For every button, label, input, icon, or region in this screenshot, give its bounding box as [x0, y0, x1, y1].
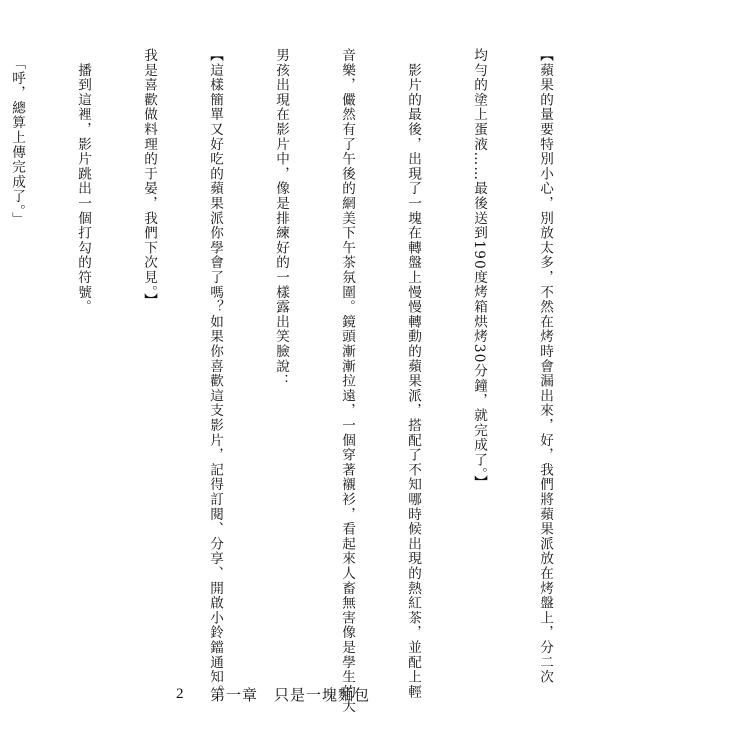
text-column: 播到這裡，影片跳出一個打勾的符號。 — [75, 48, 91, 315]
text-column: 音樂，儼然有了午後的網美下午茶氛圍。鏡頭漸漸拉遠，一個穿著襯衫，看起來人畜無害像是學生的大 — [339, 48, 355, 714]
text-column: 「呼，總算上傳完成了。」 — [9, 48, 25, 227]
text-column: 我是喜歡做料理的于晏，我們下次見。】 — [141, 48, 157, 308]
text-column: 【蘋果的量要特別小心，別放太多，不然在烤時會漏出來，好，我們將蘋果派放在烤盤上，分二次 — [537, 48, 553, 685]
text-column: 影片的最後，出現了一塊在轉盤上慢慢轉動的蘋果派，搭配了不知哪時候出現的熱紅茶，並配上輕 — [405, 48, 421, 700]
text-column: 【這樣簡單又好吃的蘋果派你學會了嗎？如果你喜歡這支影片，記得訂閱、分享、開啟小鈴鐺通知。 — [207, 48, 223, 700]
chapter-header: 第一章 只是一塊麵包 — [210, 686, 371, 704]
text-column: 男孩出現在影片中，像是排練好的一樣露出笑臉說： — [273, 48, 289, 389]
text-column: 均勻的塗上蛋液……最後送到190度烤箱烘烤30分鐘，就完成了。】 — [471, 48, 487, 491]
page-number: 2 — [176, 686, 184, 702]
